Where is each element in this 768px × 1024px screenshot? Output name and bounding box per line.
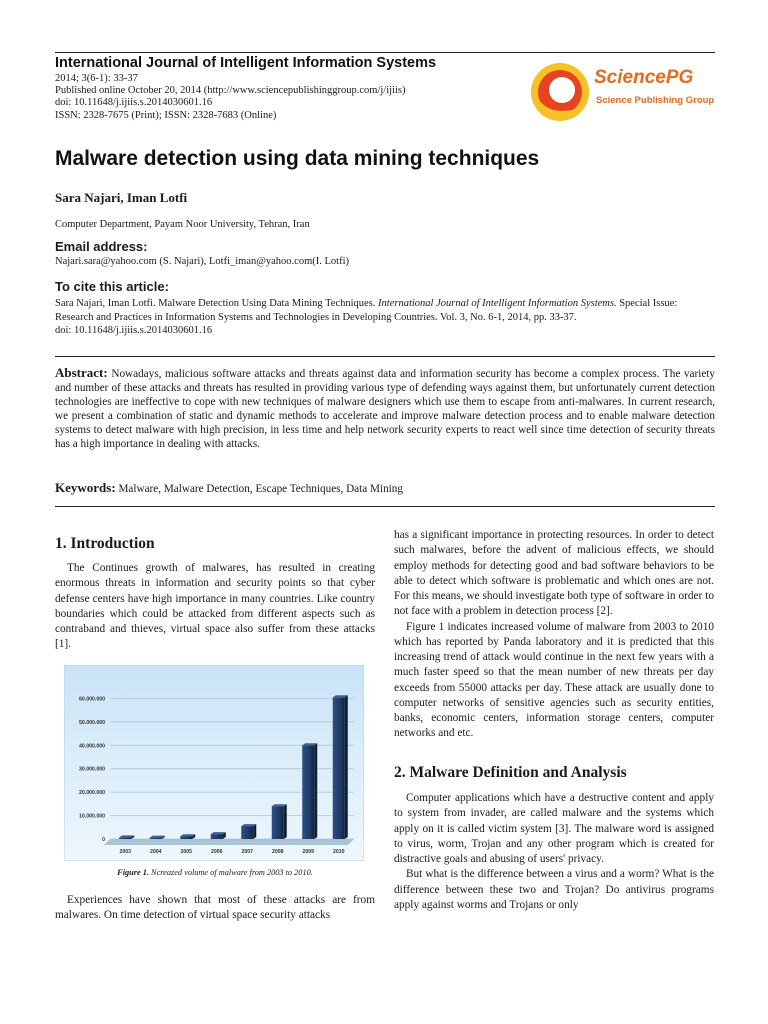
section1-paragraph-2: Experiences have shown that most of these attacks are from malwares. On time detection of virtual space security attacks: [55, 894, 375, 922]
cite-journal: International Journal of Intelligent Information Systems.: [378, 298, 617, 309]
y-tick-label: 0: [102, 837, 105, 843]
sciencepg-logo-icon: [528, 60, 592, 124]
section2-heading: 2. Malware Definition and Analysis: [394, 764, 627, 781]
top-rule: [55, 52, 715, 53]
chart-background: [64, 665, 364, 861]
section1-body: [55, 561, 375, 653]
meta-issn: ISSN: 2328-7675 (Print); ISSN: 2328-7683 (Online): [55, 109, 277, 121]
cite-heading: To cite this article:: [55, 279, 169, 294]
cite-doi: doi: 10.11648/j.ijiis.s.2014030601.16: [55, 325, 213, 337]
meta-published: Published online October 20, 2014 (http://www.sciencepublishinggroup.com/j/ijiis): [55, 85, 406, 97]
y-tick-label: 30.000.000: [79, 766, 105, 773]
keywords-text: Malware, Malware Detection, Escape Techniques, Data Mining: [118, 483, 403, 495]
y-tick-label: 20.000.000: [79, 790, 105, 797]
bar-front: [180, 836, 192, 839]
bar-front: [119, 837, 131, 839]
right-paragraph-1: has a significant importance in protecting resources. In order to detect such malwares, before the advent of malicious effects, we should employ methods for detecting good and bad software behaviors to be able to detect which software is problematic and which ones are not. For this means, we should investigate both type of software in order to not face with a problem in detection process [2].: [394, 529, 714, 618]
cite-issue: Special Issue: Research and Practices in Information Systems and Technologies in Developing Countries. Vol. 3, No. 6-1, 2014, pp. 33-37.: [55, 298, 678, 323]
emails: Najari.sara@yahoo.com (S. Najari), Lotfi_iman@yahoo.com(I. Lotfi): [55, 256, 349, 267]
abstract-label: Abstract:: [55, 365, 108, 380]
cite-authors-title: Sara Najari, Iman Lotfi. Malware Detection Using Data Mining Techniques.: [55, 298, 376, 309]
keywords-label: Keywords:: [55, 480, 116, 495]
bar-2006: [211, 832, 226, 839]
bar-side: [253, 824, 256, 839]
paper-title: Malware detection using data mining techniques: [55, 147, 540, 170]
bar-front: [302, 745, 314, 839]
x-tick-label: 2010: [332, 849, 345, 855]
journal-meta: [55, 73, 405, 122]
bar-2009: [302, 743, 317, 839]
bar-front: [272, 806, 284, 839]
y-tick-label: 50.000.000: [79, 719, 105, 726]
x-tick-label: 2005: [180, 849, 193, 855]
keywords: [55, 480, 715, 496]
bar-front: [333, 697, 345, 839]
bar-front: [150, 838, 162, 839]
right-column-body: [394, 528, 714, 742]
bar-side: [345, 695, 348, 839]
figure-caption-text: Ncreazed volume of malware from 2003 to 2010.: [151, 868, 313, 877]
section2-body: [394, 791, 714, 913]
y-tick-label: 10.000.000: [79, 813, 105, 820]
bar-2008: [272, 804, 287, 839]
section1-paragraph-1: The Continues growth of malwares, has resulted in creating enormous threats in information and security points so that cyber defense centers have high importance in many countries. Like country boundaries which could be attacked from different aspects such as contraband and thieves, virtual space also suffer from these attacks [1].: [55, 562, 375, 651]
section2-paragraph-2: But what is the difference between a virus and a worm? What is the difference between these two and Trojan? Do antivirus programs apply against worms and Trojans or only: [394, 868, 714, 911]
affiliation: Computer Department, Payam Noor University, Tehran, Iran: [55, 219, 310, 230]
figure-caption: [55, 868, 375, 877]
figure-label: Figure 1.: [117, 868, 149, 877]
bar-2005: [180, 834, 195, 839]
bar-2007: [241, 824, 256, 839]
journal-name: International Journal of Intelligent Information Systems: [55, 55, 437, 71]
x-tick-label: 2006: [210, 849, 223, 855]
figure-1: [64, 665, 364, 861]
x-tick-label: 2009: [302, 849, 315, 855]
bar-2003: [119, 835, 134, 839]
x-tick-label: 2004: [149, 849, 162, 855]
meta-doi: doi: 10.11648/j.ijiis.s.2014030601.16: [55, 97, 213, 109]
y-tick-label: 40.000.000: [79, 743, 105, 750]
section1-body-cont: [55, 893, 375, 924]
y-tick-label: 60.000.000: [79, 696, 105, 703]
x-tick-label: 2007: [241, 849, 254, 855]
citation: [55, 297, 715, 338]
malware-volume-chart: [64, 665, 364, 861]
abstract-top-rule: [55, 356, 715, 357]
email-heading: Email address:: [55, 239, 148, 254]
logo-subtitle: Science Publishing Group: [596, 95, 715, 106]
bar-2010: [333, 695, 348, 839]
abstract-bottom-rule: [55, 506, 715, 507]
section1-heading: 1. Introduction: [55, 535, 155, 552]
bar-side: [284, 804, 287, 839]
x-tick-label: 2003: [119, 849, 132, 855]
authors: Sara Najari, Iman Lotfi: [55, 190, 188, 205]
bar-front: [241, 826, 253, 839]
chart-floor: [104, 839, 354, 845]
bar-2004: [150, 836, 165, 839]
logo-text: SciencePG: [594, 67, 694, 88]
x-tick-label: 2008: [271, 849, 284, 855]
right-paragraph-2: Figure 1 indicates increased volume of malware from 2003 to 2010 which has reported by Panda laboratory and it is predicted that this increasing trend of attack would continue in the next few years with a much faster speed so that the mean number of new threats per day exceeds from 55000 attacks per day. These attack are usually done to computer networks of sensitive agencies such as security entities, banks, economic centers, information storage centers, computer networks and etc.: [394, 620, 714, 740]
meta-volume: 2014; 3(6-1): 33-37: [55, 73, 138, 84]
bar-side: [314, 743, 317, 839]
abstract-text: Nowadays, malicious software attacks and threats against data and information security has become a complex process. The variety and number of these attacks and threats has resulted in providing various type of defending ways against them, but unfortunately current detection technologies are ineffective to cope with new techniques of malware designers which use them to escape from anti-malwares. In current research, we present a combination of static and dynamic methods to accelerate and improve malware detection process and to enable malware detection systems to detect malware with high precision, in less time and help network security experts to react well since time detection of security threats has a high importance in dealing with attacks.: [55, 368, 715, 450]
bar-front: [211, 834, 223, 839]
abstract: [55, 366, 715, 451]
section2-paragraph-1: Computer applications which have a destructive content and apply to system from invader, are called malware and the systems which apply on it is called victim system [3]. The malware word is assigned to virus, worm, Trojan and any other program which is created for distractive goals and abusing of users' privacy.: [394, 792, 714, 865]
